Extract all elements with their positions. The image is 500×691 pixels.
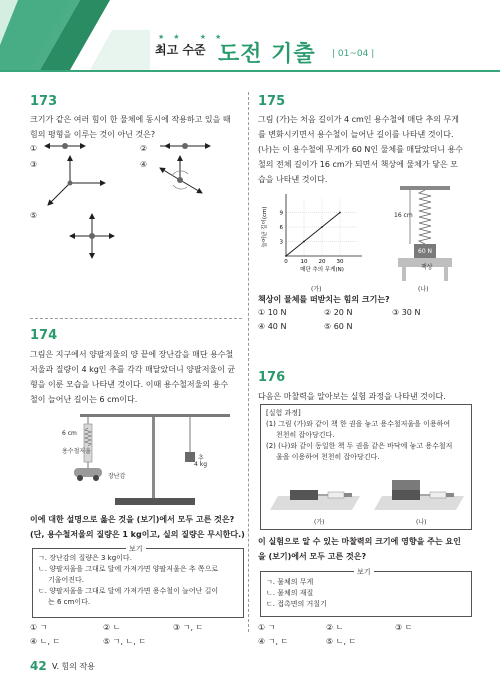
option-175-4[interactable]: ④ 40 N [258,322,287,331]
diagram-3 [48,156,105,205]
x-tick-label: 20 [318,259,326,265]
data-point [285,255,287,257]
header-underline [0,70,500,72]
question-divider [30,318,242,319]
question-text-174: 그림은 지구에서 양팔저울의 양 끝에 장난감을 매단 용수철 저울과 질량이 4 kg인 추를 각각 매달았더니 양팔저울이 균 형을 이룬 모습을 나타낸 것이다. 이때 용수철저울의 용수 철이 늘어난 길이는 6 cm이다. [30,350,236,404]
option-174-4[interactable]: ④ ㄴ, ㄷ [30,637,61,646]
label-16cm: 16 cm [394,212,413,219]
x-axis-label: 매단 추의 무게(N) [300,267,344,273]
label-weight: 추 [198,455,204,462]
option-175-2[interactable]: ② 20 N [324,308,353,317]
x-tick-label: 0 [284,259,288,265]
bogi-items-176: ㄱ. 물체의 무게 ㄴ. 물체의 재질 ㄷ. 접촉면의 거칠기 [266,578,327,608]
experiment-steps: [실험 과정] (1) 그림 (가)와 같이 책 한 권을 놓고 용수철저울을 이용하여 천천히 잡아당긴다. (2) (나)와 같이 동일한 책 두 권을 같은 바닥에 놓고 용수철저 울을 이용하여 천천히 잡아당긴다. [266,409,453,461]
page-title: 도전 기출 [218,42,316,67]
option-175-5[interactable]: ⑤ 60 N [324,322,353,331]
difficulty-stars: ★★ ★★ [158,33,231,41]
spring-extension-chart [258,188,368,283]
header-subtitle: 최고 수준 [155,43,206,57]
option-5[interactable]: ⑤ [30,211,38,220]
x-tick-label: 30 [336,259,344,265]
data-point [303,241,305,243]
option-175-1[interactable]: ① 10 N [258,308,287,317]
question-text-176: 다음은 마찰력을 알아보는 실험 과정을 나타낸 것이다. [258,392,446,401]
question-ask-174: 이에 대한 설명으로 옳은 것을 (보기)에서 모두 고른 것은? (단, 용수철저울의 질량은 1 kg이고, 실의 질량은 무시한다.) [30,515,245,539]
spring-desk-figure [380,186,470,286]
question-number-176: 176 [258,370,286,385]
force-diagrams [30,138,245,268]
section-range: | 01~04 | [332,49,375,59]
question-number-173: 173 [30,94,58,109]
question-ask-176: 이 실험으로 알 수 있는 마찰력의 크기에 영향을 주는 요인 을 (보기)에서 모두 고른 것은? [258,537,461,561]
question-text-175: 그림 (가)는 처음 길이가 4 cm인 용수철에 매단 추의 무게 를 변화시키면서 용수철이 늘어난 길이를 나타낸 것이다. (나)는 이 용수철에 무게가 60 N인 물체를 매달았더니 용수 철의 전체 길이가 16 cm가 되면서 책상에 물체가 닿은 모 습을 나타낸 것이다. [258,115,464,184]
data-point [339,212,341,214]
y-axis-label: 늘어난 길이(cm) [262,206,268,248]
y-tick-label: 6 [279,225,283,231]
option-3[interactable]: ③ [30,160,38,169]
option-176-5[interactable]: ⑤ ㄴ, ㄷ [326,637,357,646]
bogi-items-174: ㄱ. 장난감의 질량은 3 kg이다. ㄴ. 양팔저울을 그대로 달에 가져가면 양팔저울은 추 쪽으로 기울어진다. ㄷ. 양팔저울을 그대로 달에 가져가면 용수철이 늘어난 길이 는 6 cm이다. [38,554,219,606]
caption-176-na: (나) [416,519,427,526]
option-174-5[interactable]: ⑤ ㄱ, ㄴ, ㄷ [103,637,147,646]
label-toy: 장난감 [108,473,126,480]
diagram-5 [70,214,114,258]
friction-experiment-figure [268,472,468,516]
question-number-175: 175 [258,94,286,109]
y-tick-label: 3 [279,239,283,246]
bogi-label-174: 보기 [126,544,146,554]
diagram-4 [160,156,202,193]
data-point [321,226,323,228]
option-176-3[interactable]: ③ ㄷ [395,623,413,632]
caption-na: (나) [418,286,429,293]
option-174-1[interactable]: ① ㄱ [30,623,48,632]
option-174-3[interactable]: ③ ㄱ, ㄷ [173,623,204,632]
label-desk: 책상 [421,264,433,271]
option-4[interactable]: ④ [140,160,148,169]
question-ask-175: 책상이 물체를 떠받치는 힘의 크기는? [258,295,390,304]
question-text-173: 크기가 같은 여러 힘이 한 물체에 동시에 작용하고 있을 때 힘의 평형을 이루는 것이 아닌 것은? [30,115,231,139]
y-tick-label: 9 [279,210,283,217]
question-number-174: 174 [30,328,58,343]
option-176-1[interactable]: ① ㄱ [258,623,276,632]
option-176-4[interactable]: ④ ㄱ, ㄷ [258,637,289,646]
caption-176-ga: (가) [314,519,325,526]
bogi-label-176: 보기 [354,567,374,577]
option-174-2[interactable]: ② ㄴ [103,623,121,632]
option-2[interactable]: ② [140,144,148,153]
diagram-2 [160,143,210,149]
series-line [286,213,340,257]
diagram-1 [45,143,85,149]
option-1[interactable]: ① [30,144,38,153]
unit-title: V. 힘의 작용 [52,662,95,671]
label-4kg: 4 kg [194,461,208,468]
label-6cm: 6 cm [62,430,77,437]
label-spring-scale: 용수철저울 [62,448,91,455]
caption-ga: (가) [311,286,322,293]
option-176-2[interactable]: ② ㄴ [326,623,344,632]
page-number: 42 [30,659,47,673]
option-175-3[interactable]: ③ 30 N [392,308,421,317]
label-60N: 60 N [418,248,433,255]
x-tick-label: 10 [300,259,308,265]
column-divider [248,92,249,632]
balance-scale-figure [30,410,245,510]
